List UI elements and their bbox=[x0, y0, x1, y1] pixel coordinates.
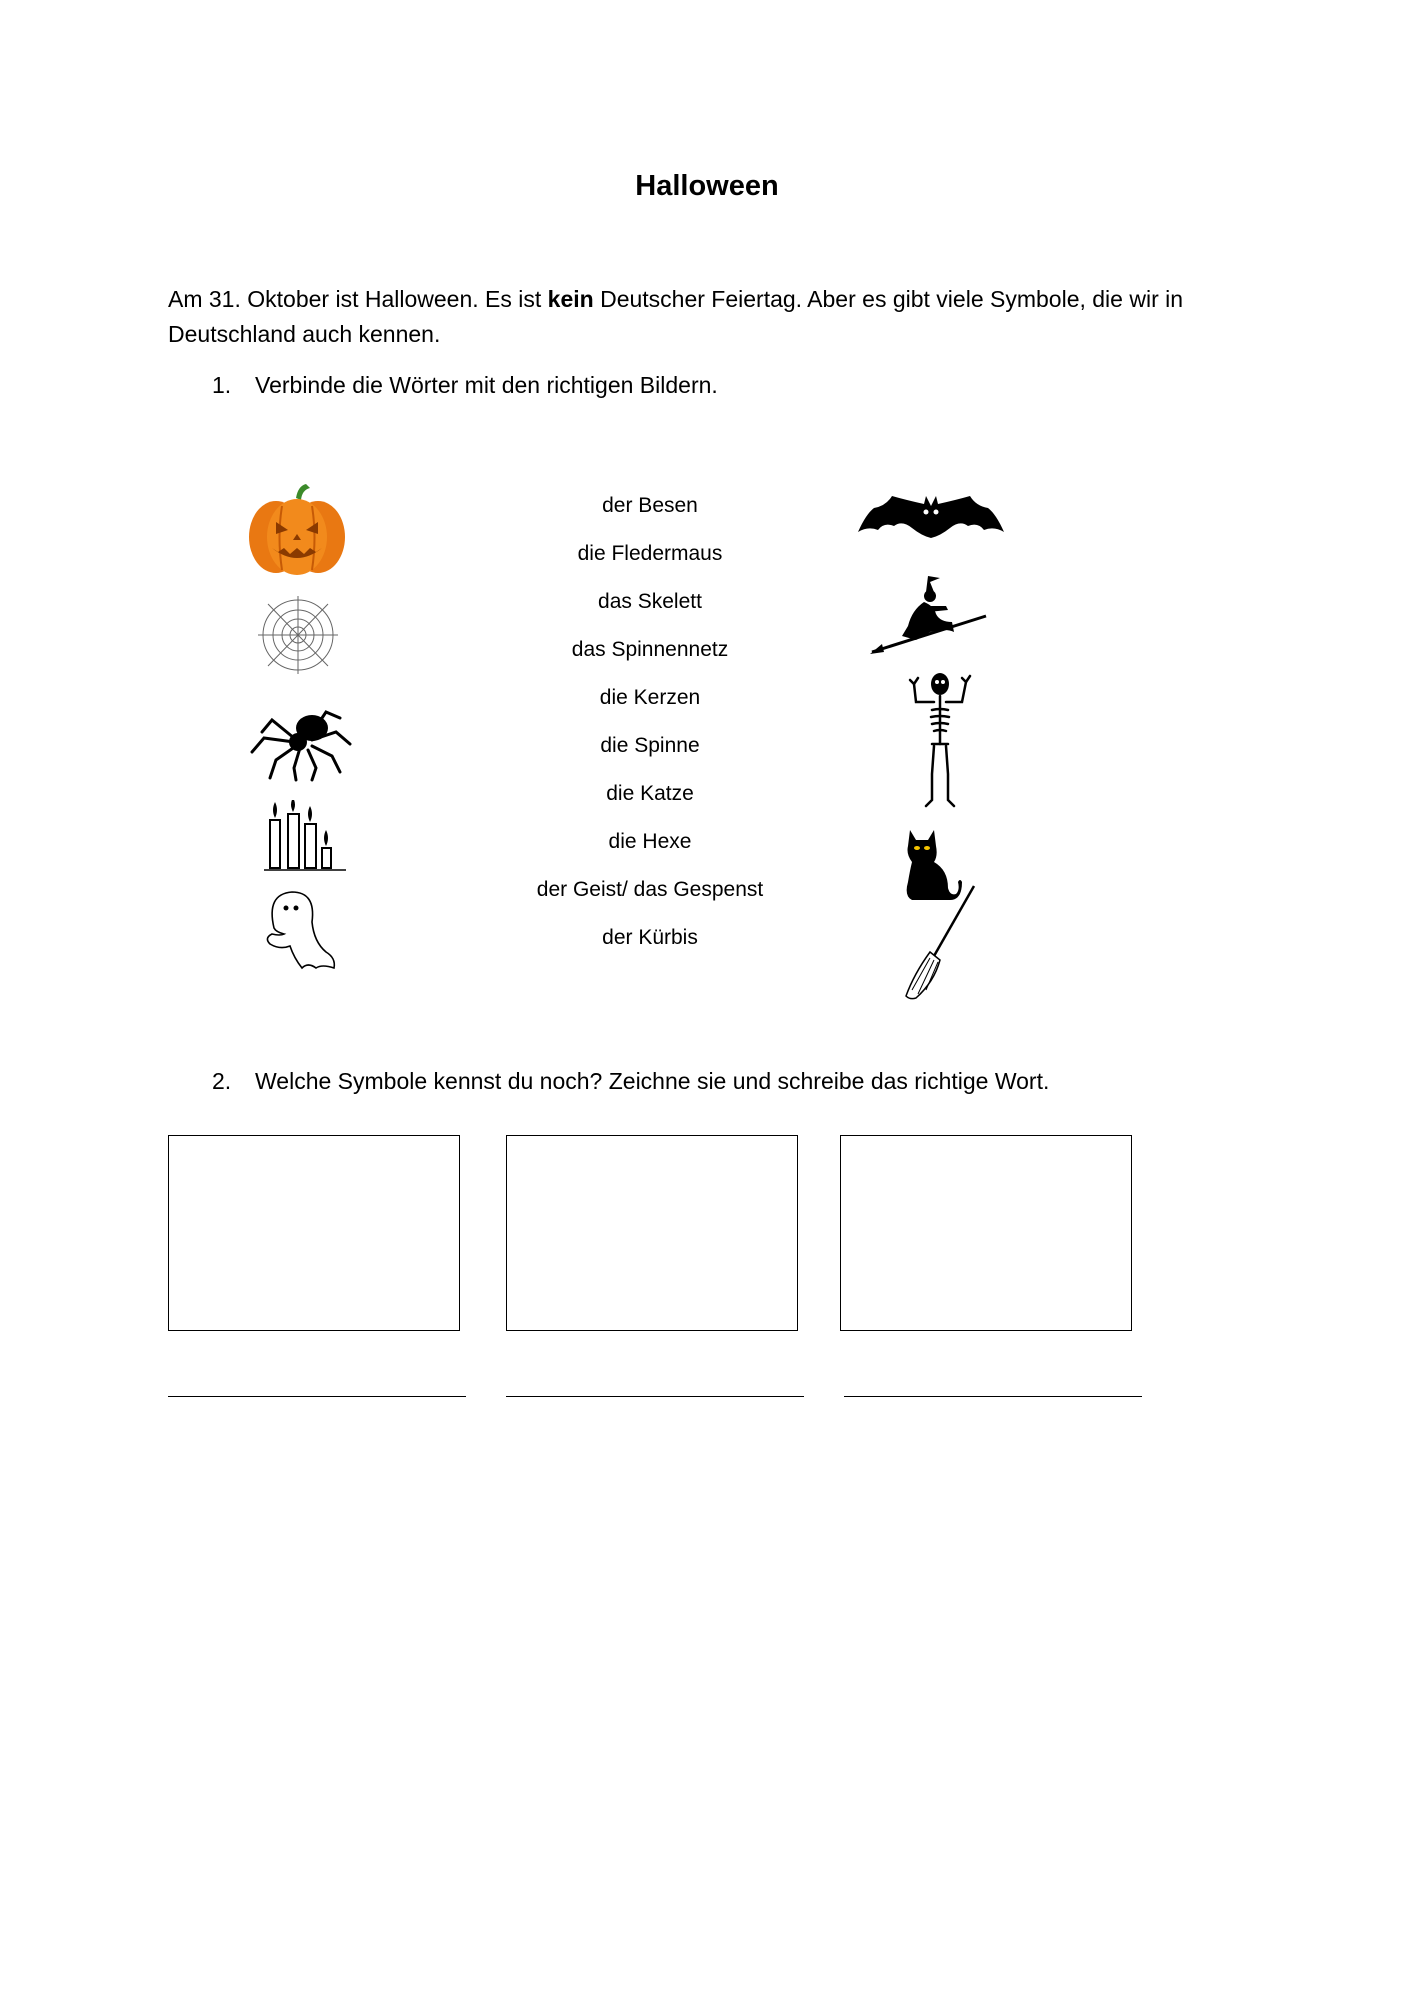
skeleton-icon bbox=[904, 670, 976, 810]
witch-icon bbox=[868, 574, 988, 656]
broom-icon bbox=[900, 882, 978, 1002]
answer-line-3[interactable] bbox=[844, 1396, 1142, 1397]
ghost-icon bbox=[260, 888, 342, 974]
drawing-box-3[interactable] bbox=[840, 1135, 1132, 1331]
word-item: das Skelett bbox=[598, 590, 702, 613]
intro-bold: kein bbox=[547, 286, 594, 312]
drawing-box-2[interactable] bbox=[506, 1135, 798, 1331]
word-item: die Spinne bbox=[600, 734, 700, 757]
word-item: die Fledermaus bbox=[577, 542, 723, 565]
drawing-box-1[interactable] bbox=[168, 1135, 460, 1331]
word-item: die Kerzen bbox=[599, 686, 701, 709]
word-item: die Katze bbox=[606, 782, 694, 805]
task-2-instruction: 2. Welche Symbole kennst du noch? Zeichne sie und schreibe das richtige Wort. bbox=[212, 1068, 1050, 1094]
word-item: der Kürbis bbox=[602, 926, 698, 949]
answer-line-1[interactable] bbox=[168, 1396, 466, 1397]
pumpkin-icon bbox=[246, 482, 348, 576]
word-item: der Geist/ das Gespenst bbox=[536, 878, 764, 901]
word-item: der Besen bbox=[602, 494, 698, 517]
intro-text: Am 31. Oktober ist Halloween. Es ist kein Deutscher Feiertag. Aber es gibt viele Symbole, die wir in Deutschland auch kennen. bbox=[168, 286, 1184, 347]
task-1-instruction: 1. Verbinde die Wörter mit den richtigen Bildern. bbox=[212, 372, 718, 398]
word-list bbox=[480, 488, 820, 968]
spider-icon bbox=[250, 698, 352, 782]
candles-icon bbox=[264, 800, 346, 872]
bat-icon bbox=[856, 492, 1006, 542]
spiderweb-icon bbox=[254, 592, 342, 678]
word-item: das Spinnennetz bbox=[571, 638, 729, 661]
answer-line-2[interactable] bbox=[506, 1396, 804, 1397]
word-item: die Hexe bbox=[608, 830, 692, 853]
page-title: Halloween bbox=[635, 170, 779, 202]
